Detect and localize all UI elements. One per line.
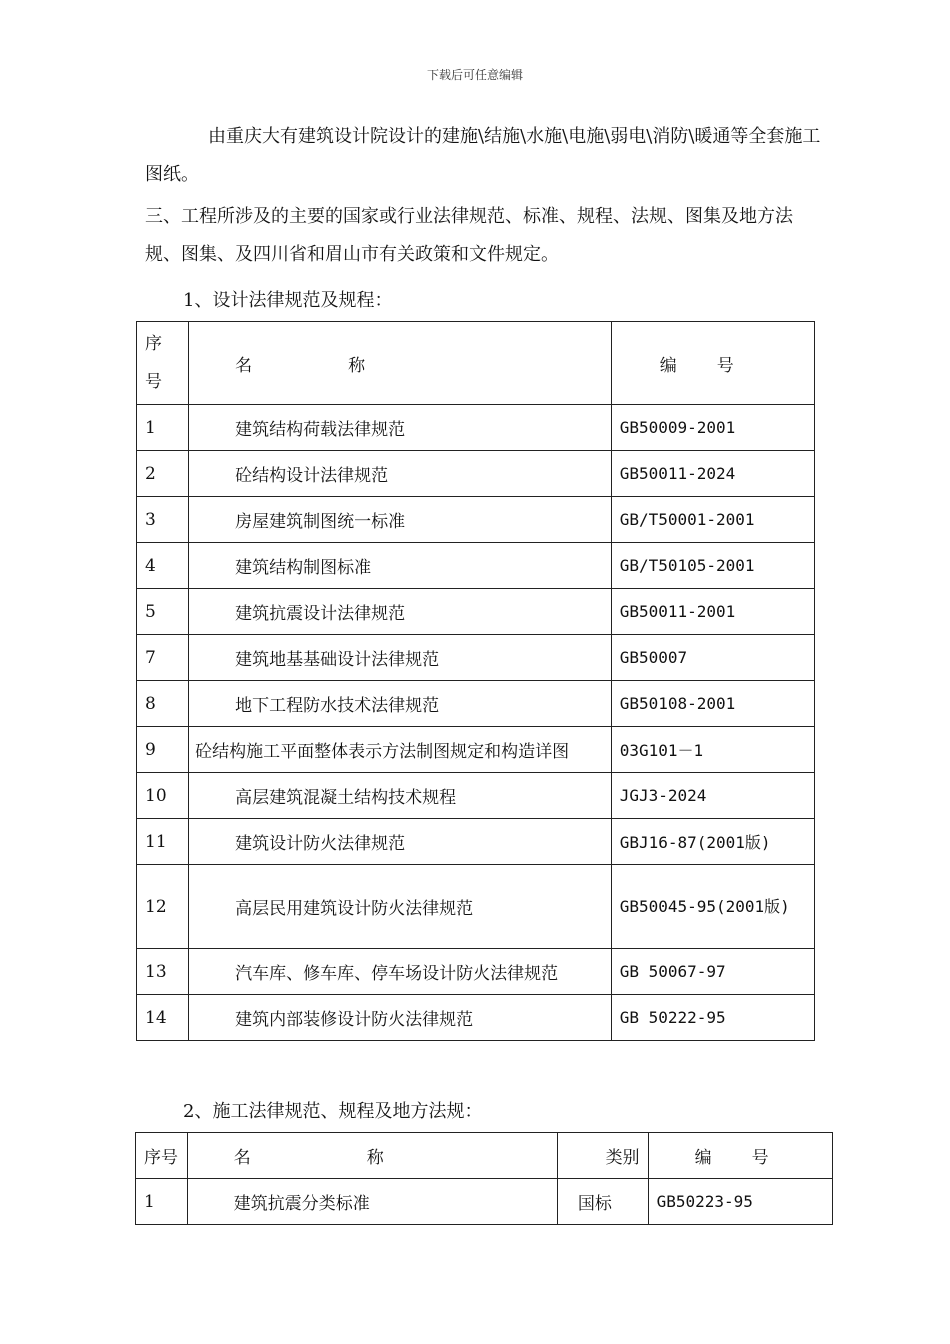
row-code: GB/T50001-2001: [611, 497, 814, 543]
row-code: JGJ3-2024: [611, 773, 814, 819]
table-row: [137, 727, 815, 773]
row-no: 5: [137, 589, 189, 635]
row-code: GB50045-95(2001版): [611, 865, 814, 949]
table-row: [137, 681, 815, 727]
table-row: [137, 589, 815, 635]
header-code-a: 编: [694, 1148, 712, 1168]
header-name-b: 称: [348, 355, 366, 376]
row-name: 建筑抗震分类标准: [187, 1179, 557, 1225]
header-type-cell: 类别: [557, 1133, 648, 1179]
header-name-cell: [187, 1133, 557, 1179]
header-no-line2: 号: [145, 372, 162, 392]
row-name: 房屋建筑制图统一标准: [189, 497, 612, 543]
row-type: 国标: [557, 1179, 648, 1225]
header-name-b: 称: [366, 1148, 384, 1168]
table-row: [137, 451, 815, 497]
row-name: 砼结构施工平面整体表示方法制图规定和构造详图: [189, 727, 612, 773]
table-row: [137, 773, 815, 819]
row-no: 1: [137, 405, 189, 451]
header-name-cell: [189, 322, 612, 405]
row-name: 建筑设计防火法律规范: [189, 819, 612, 865]
row-name: 高层民用建筑设计防火法律规范: [189, 865, 612, 949]
header-code-a: 编: [659, 355, 677, 376]
row-no: 4: [137, 543, 189, 589]
table-row: [137, 819, 815, 865]
row-code: GB50108-2001: [611, 681, 814, 727]
row-name: 建筑结构制图标准: [189, 543, 612, 589]
row-name: 高层建筑混凝土结构技术规程: [189, 773, 612, 819]
header-code-cell: [648, 1133, 832, 1179]
row-no: 1: [136, 1179, 188, 1225]
row-code: GB/T50105-2001: [611, 543, 814, 589]
row-no: 2: [137, 451, 189, 497]
row-no: 13: [137, 949, 189, 995]
row-name: 地下工程防水技术法律规范: [189, 681, 612, 727]
table-row: [137, 949, 815, 995]
row-code: GB50223-95: [648, 1179, 832, 1225]
section-1-title: 1、设计法律规范及规程：: [183, 290, 393, 311]
row-name: 汽车库、修车库、停车场设计防火法律规范: [189, 949, 612, 995]
row-code: GB 50222-95: [611, 995, 814, 1041]
table-row: [137, 635, 815, 681]
row-code: GB50011-2001: [611, 589, 814, 635]
page-header: 下载后可任意编辑: [426, 68, 523, 82]
table-row: [137, 543, 815, 589]
construction-standards-table: [135, 1132, 833, 1225]
row-code: GB50009-2001: [611, 405, 814, 451]
row-no: 3: [137, 497, 189, 543]
header-no-cell: [137, 322, 189, 405]
header-name-a: 名: [235, 355, 253, 376]
row-name: 砼结构设计法律规范: [189, 451, 612, 497]
table-row: [137, 995, 815, 1041]
header-code-b: 号: [751, 1148, 769, 1168]
row-code: GB50007: [611, 635, 814, 681]
row-name: 建筑结构荷载法律规范: [189, 405, 612, 451]
section-2-title: 2、施工法律规范、规程及地方法规：: [183, 1101, 483, 1122]
row-code: 03G101－1: [611, 727, 814, 773]
intro-paragraph: 由重庆大有建筑设计院设计的建施\结施\水施\电施\弱电\消防\暖通等全套施工图纸。: [145, 126, 821, 185]
header-code-cell: [611, 322, 814, 405]
header-no-cell: 序号: [136, 1133, 188, 1179]
row-name: 建筑抗震设计法律规范: [189, 589, 612, 635]
row-no: 11: [137, 819, 189, 865]
header-name-a: 名: [233, 1148, 251, 1168]
row-code: GBJ16-87(2001版): [611, 819, 814, 865]
row-no: 10: [137, 773, 189, 819]
header-code-b: 号: [716, 355, 734, 376]
row-no: 9: [137, 727, 189, 773]
regulations-paragraph: 三、工程所涉及的主要的国家或行业法律规范、标准、规程、法规、图集及地方法规、图集、及四川省和眉山市有关政策和文件规定。: [145, 206, 793, 265]
row-name: 建筑地基基础设计法律规范: [189, 635, 612, 681]
table-header-row: [136, 1133, 833, 1179]
table-row: [137, 405, 815, 451]
row-code: GB 50067-97: [611, 949, 814, 995]
design-standards-table: [136, 321, 815, 1041]
table-row: [137, 865, 815, 949]
table-row: [136, 1179, 833, 1225]
row-no: 7: [137, 635, 189, 681]
row-code: GB50011-2024: [611, 451, 814, 497]
table-header-row: [137, 322, 815, 405]
row-no: 14: [137, 995, 189, 1041]
row-name: 建筑内部装修设计防火法律规范: [189, 995, 612, 1041]
header-no-line1: 序: [145, 334, 162, 354]
table-row: [137, 497, 815, 543]
row-no: 12: [137, 865, 189, 949]
row-no: 8: [137, 681, 189, 727]
